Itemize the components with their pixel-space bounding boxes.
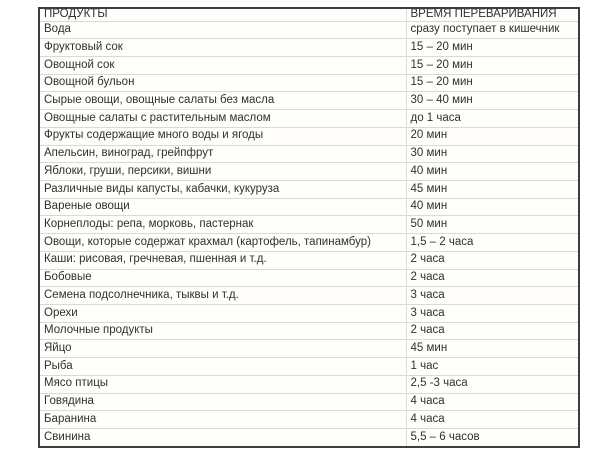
time-cell: 1 час — [406, 358, 579, 376]
table-row — [39, 163, 579, 181]
product-cell: Рыба — [39, 358, 406, 376]
table-row — [39, 358, 579, 376]
time-cell: 2 часа — [406, 251, 579, 269]
table-row — [39, 92, 579, 110]
table-row — [39, 21, 579, 39]
product-cell: Сырые овощи, овощные салаты без масла — [39, 92, 406, 110]
table-row — [39, 110, 579, 128]
table-body — [39, 21, 579, 447]
product-cell: Яйцо — [39, 340, 406, 358]
time-column-header: ВРЕМЯ ПЕРЕВАРИВАНИЯ — [406, 8, 579, 21]
time-cell: сразу поступает в кишечник — [406, 21, 579, 39]
table-row — [39, 216, 579, 234]
product-cell: Вода — [39, 21, 406, 39]
table-row — [39, 393, 579, 411]
table-row — [39, 56, 579, 74]
time-cell: 5,5 – 6 часов — [406, 429, 579, 447]
products-column-header: ПРОДУКТЫ — [39, 8, 406, 21]
time-cell: 40 мин — [406, 163, 579, 181]
time-cell: 3 часа — [406, 287, 579, 305]
time-cell: 4 часа — [406, 411, 579, 429]
table-row — [39, 269, 579, 287]
time-cell: 15 – 20 мин — [406, 56, 579, 74]
time-cell: до 1 часа — [406, 110, 579, 128]
product-cell: Бобовые — [39, 269, 406, 287]
table-row — [39, 429, 579, 447]
time-cell: 2 часа — [406, 269, 579, 287]
table-row — [39, 127, 579, 145]
table-row — [39, 145, 579, 163]
time-cell: 40 мин — [406, 198, 579, 216]
product-cell: Молочные продукты — [39, 322, 406, 340]
time-cell: 1,5 – 2 часа — [406, 234, 579, 252]
table-row — [39, 375, 579, 393]
table-row — [39, 287, 579, 305]
product-cell: Баранина — [39, 411, 406, 429]
table-row — [39, 322, 579, 340]
time-cell: 4 часа — [406, 393, 579, 411]
product-cell: Различные виды капусты, кабачки, кукуруза — [39, 180, 406, 198]
time-cell: 50 мин — [406, 216, 579, 234]
time-cell: 15 – 20 мин — [406, 74, 579, 92]
time-cell: 30 мин — [406, 145, 579, 163]
table-row — [39, 411, 579, 429]
digestion-table — [38, 7, 580, 448]
time-cell: 3 часа — [406, 305, 579, 323]
table-row — [39, 74, 579, 92]
time-cell: 30 – 40 мин — [406, 92, 579, 110]
table-header — [39, 8, 579, 21]
table-row — [39, 305, 579, 323]
product-cell: Мясо птицы — [39, 375, 406, 393]
product-cell: Свинина — [39, 429, 406, 447]
header-row — [39, 8, 579, 21]
product-cell: Каши: рисовая, гречневая, пшенная и т.д. — [39, 251, 406, 269]
product-cell: Говядина — [39, 393, 406, 411]
product-cell: Овощи, которые содержат крахмал (картофель, тапинамбур) — [39, 234, 406, 252]
product-cell: Корнеплоды: репа, морковь, пастернак — [39, 216, 406, 234]
table-row — [39, 340, 579, 358]
time-cell: 20 мин — [406, 127, 579, 145]
time-cell: 45 мин — [406, 180, 579, 198]
product-cell: Вареные овощи — [39, 198, 406, 216]
table-row — [39, 39, 579, 57]
time-cell: 2 часа — [406, 322, 579, 340]
product-cell: Фруктовый сок — [39, 39, 406, 57]
time-cell: 45 мин — [406, 340, 579, 358]
product-cell: Орехи — [39, 305, 406, 323]
product-cell: Овощные салаты с растительным маслом — [39, 110, 406, 128]
product-cell: Яблоки, груши, персики, вишни — [39, 163, 406, 181]
product-cell: Семена подсолнечника, тыквы и т.д. — [39, 287, 406, 305]
time-cell: 15 – 20 мин — [406, 39, 579, 57]
table-row — [39, 251, 579, 269]
product-cell: Овощной бульон — [39, 74, 406, 92]
product-cell: Апельсин, виноград, грейпфрут — [39, 145, 406, 163]
product-cell: Фрукты содержащие много воды и ягоды — [39, 127, 406, 145]
table-row — [39, 198, 579, 216]
table-row — [39, 180, 579, 198]
table-row — [39, 234, 579, 252]
product-cell: Овощной сок — [39, 56, 406, 74]
time-cell: 2,5 -3 часа — [406, 375, 579, 393]
